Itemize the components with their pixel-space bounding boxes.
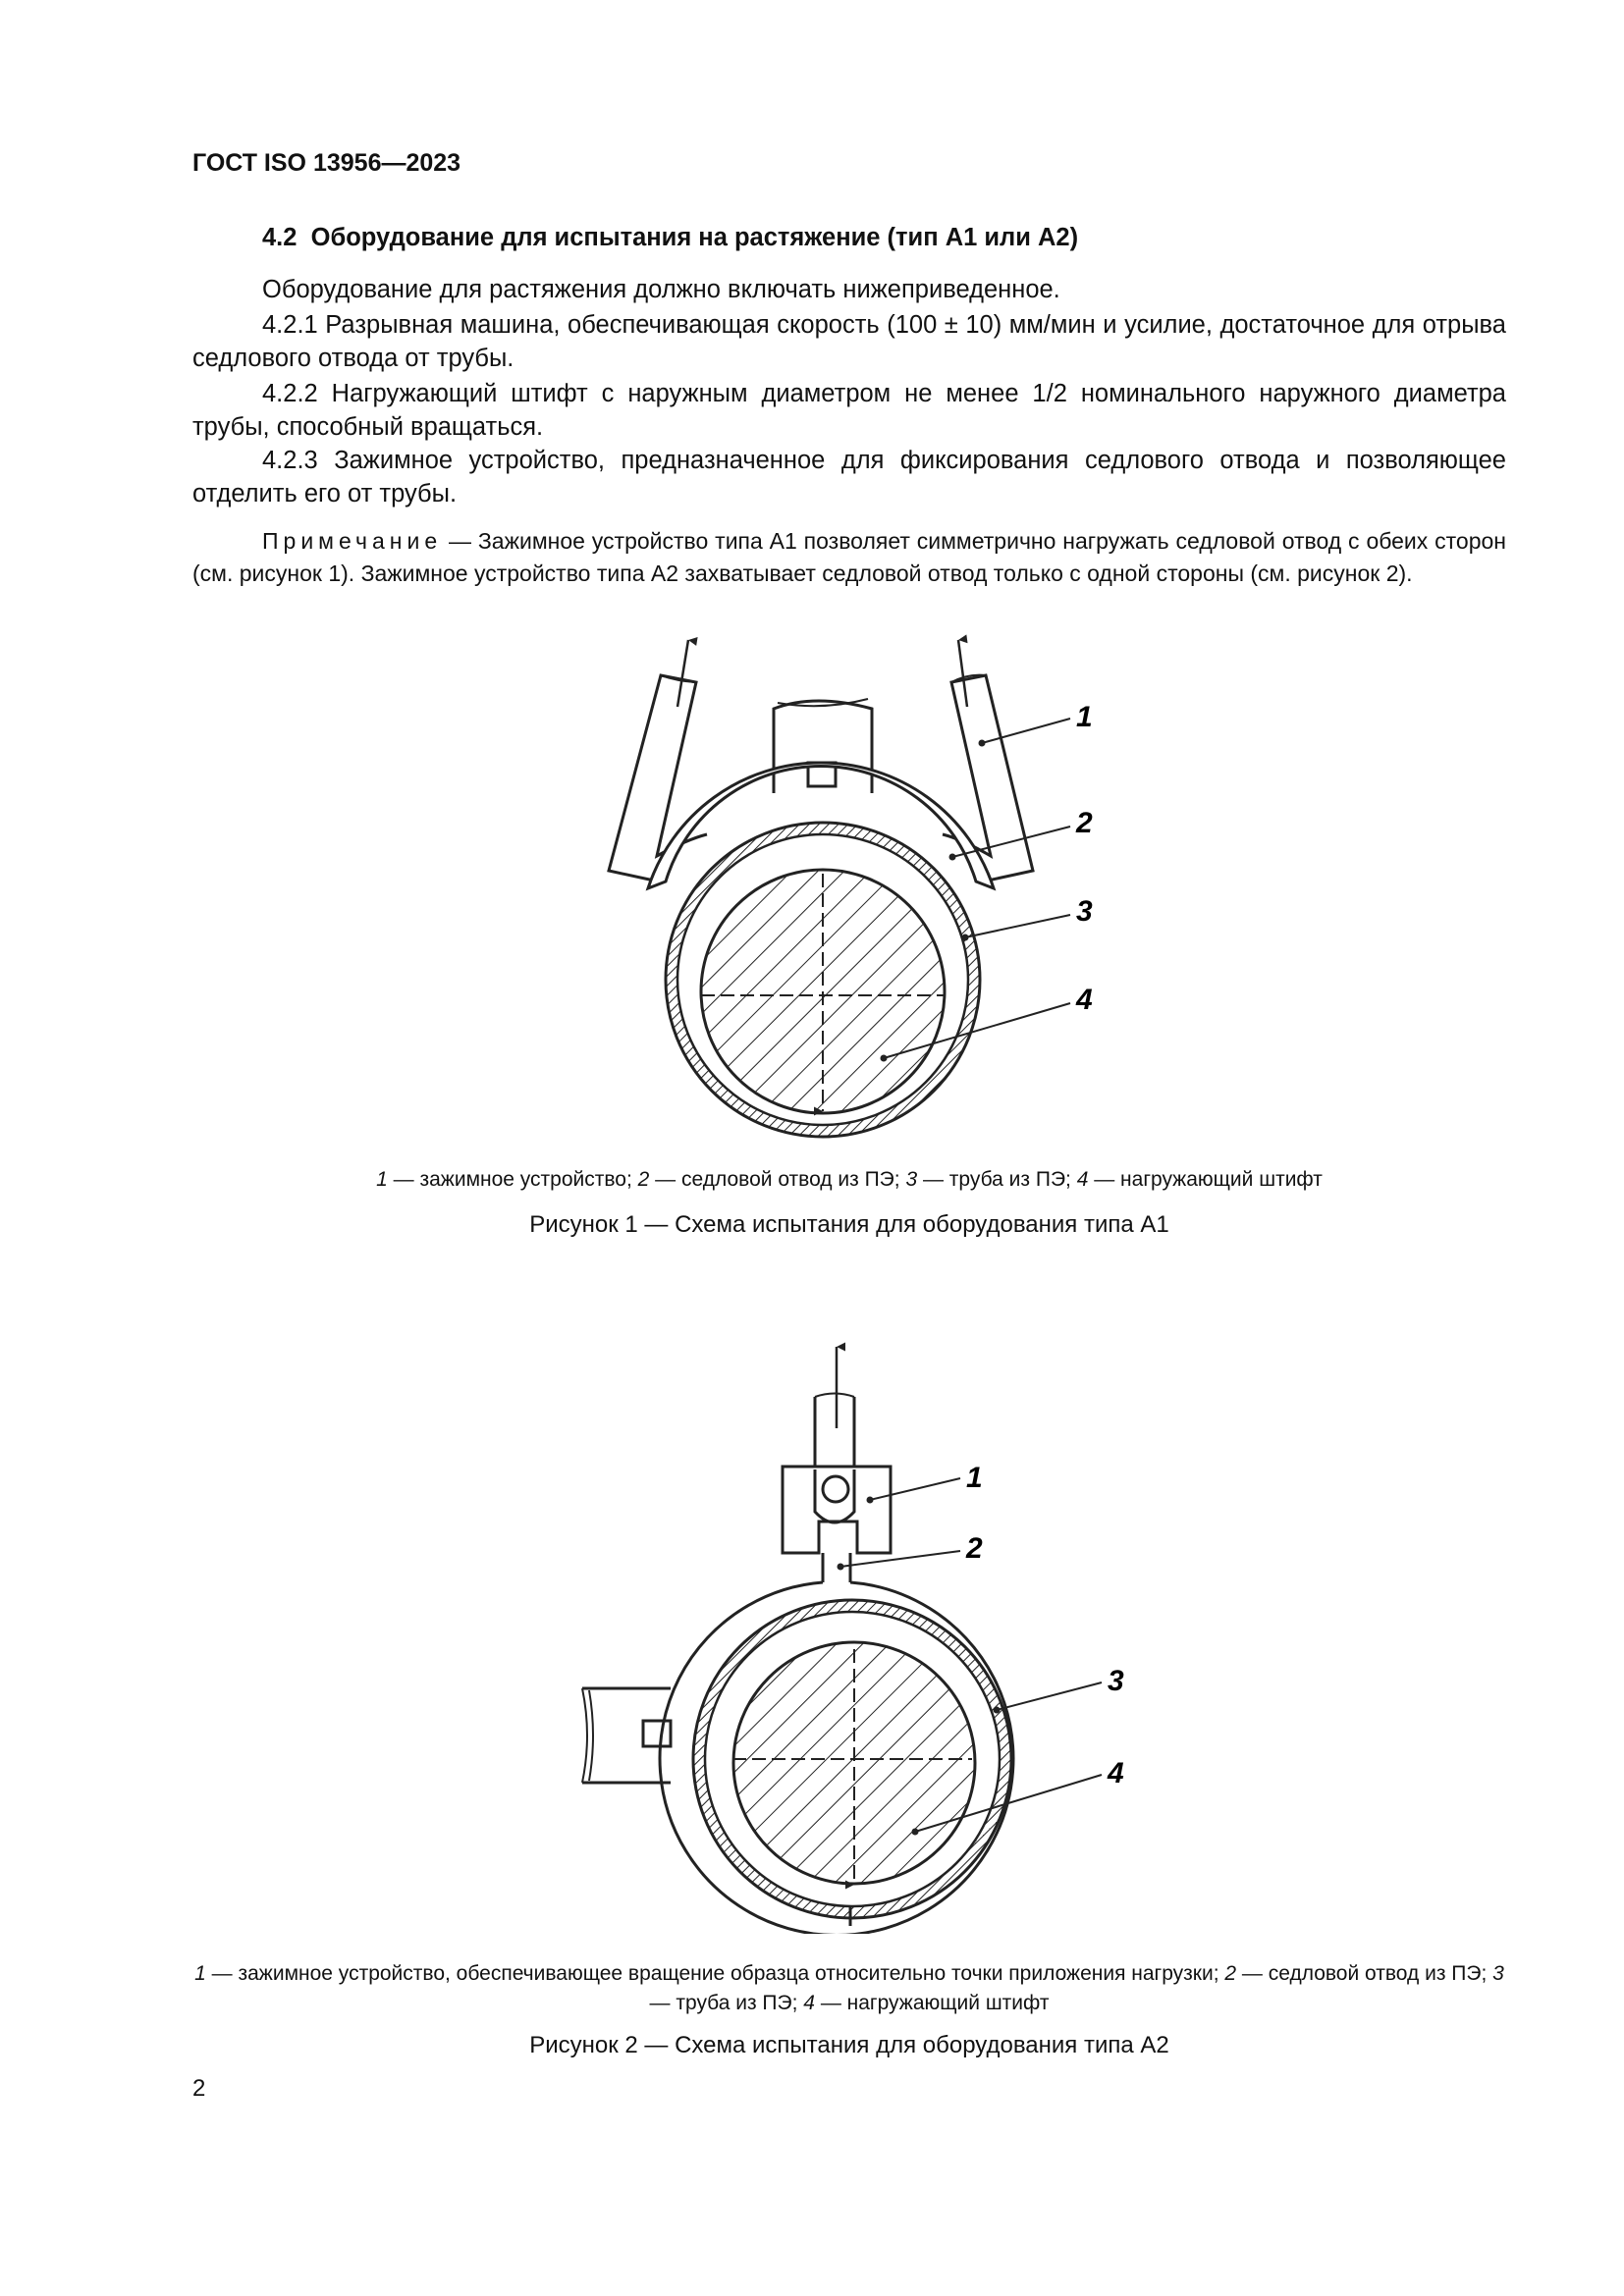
section-number: 4.2	[262, 224, 298, 251]
figure-1-legend: 1 — зажимное устройство; 2 — седловой отвод из ПЭ; 3 — труба из ПЭ; 4 — нагружающий штифт	[376, 1168, 1323, 1191]
figure-1-caption: Рисунок 1 — Схема испытания для оборудования типа А1	[529, 1211, 1169, 1238]
clamp-device	[783, 1467, 891, 1553]
callout-label-1: 1	[966, 1462, 983, 1494]
callout-3	[994, 1665, 1125, 1714]
upper-rod	[815, 1347, 854, 1469]
figure-1-diagram	[0, 618, 1624, 1168]
note	[192, 525, 1506, 590]
callout-3	[962, 895, 1094, 941]
upper-rod	[774, 699, 872, 793]
figure-2-legend: 1 — зажимное устройство, обеспечивающее вращение образца относительно точки приложения нагрузки; 2 — седловой отвод из ПЭ; 3 — труба из ПЭ; 4 — нагружающий штифт	[194, 1962, 1504, 2014]
loading-pin	[701, 870, 945, 1113]
section-heading	[262, 224, 1078, 252]
side-rod	[582, 1688, 671, 1783]
note-label: Примечание	[262, 528, 443, 554]
section-title: Оборудование для испытания на растяжение (тип А1 или А2)	[310, 224, 1079, 251]
callout-label-2: 2	[966, 1532, 983, 1565]
paragraph-4-2-1: 4.2.1 Разрывная машина, обеспечивающая скорость (100 ± 10) мм/мин и усилие, достаточное для отрыва седлового отвода от трубы.	[192, 311, 1506, 372]
figure-2-caption: Рисунок 2 — Схема испытания для оборудования типа А2	[529, 2032, 1169, 2058]
paragraph-intro: Оборудование для растяжения должно включать нижеприведенное.	[262, 276, 1060, 303]
figure-2-diagram	[0, 1335, 1624, 1934]
clamp-arm-right	[943, 640, 1033, 881]
saddle-neck	[823, 1553, 850, 1582]
loading-pin	[732, 1642, 975, 1885]
callout-label-4: 4	[1108, 1757, 1124, 1789]
page-number: 2	[192, 2075, 206, 2102]
callout-1	[979, 701, 1093, 747]
callout-label-4: 4	[1076, 984, 1093, 1016]
callout-label-3: 3	[1076, 895, 1093, 928]
paragraph-4-2-3: 4.2.3 Зажимное устройство, предназначенное для фиксирования седлового отвода и позволяющее отделить его от трубы.	[192, 447, 1506, 507]
callout-label-1: 1	[1076, 701, 1093, 733]
note-text: — Зажимное устройство типа А1 позволяет симметрично нагружать седловой отвод с обеих сторон (см. рисунок 1). Зажимное устройство типа А2 захватывает седловой отвод только с одной стороны (см. рисунок 2).	[192, 528, 1507, 586]
document-header: ГОСТ ISO 13956—2023	[192, 149, 461, 177]
callout-label-3: 3	[1108, 1665, 1124, 1697]
callout-label-2: 2	[1076, 807, 1093, 839]
clamp-arm-left	[609, 640, 707, 881]
paragraph-4-2-2: 4.2.2 Нагружающий штифт с наружным диаметром не менее 1/2 номинального наружного диаметра трубы, способный вращаться.	[192, 380, 1506, 441]
